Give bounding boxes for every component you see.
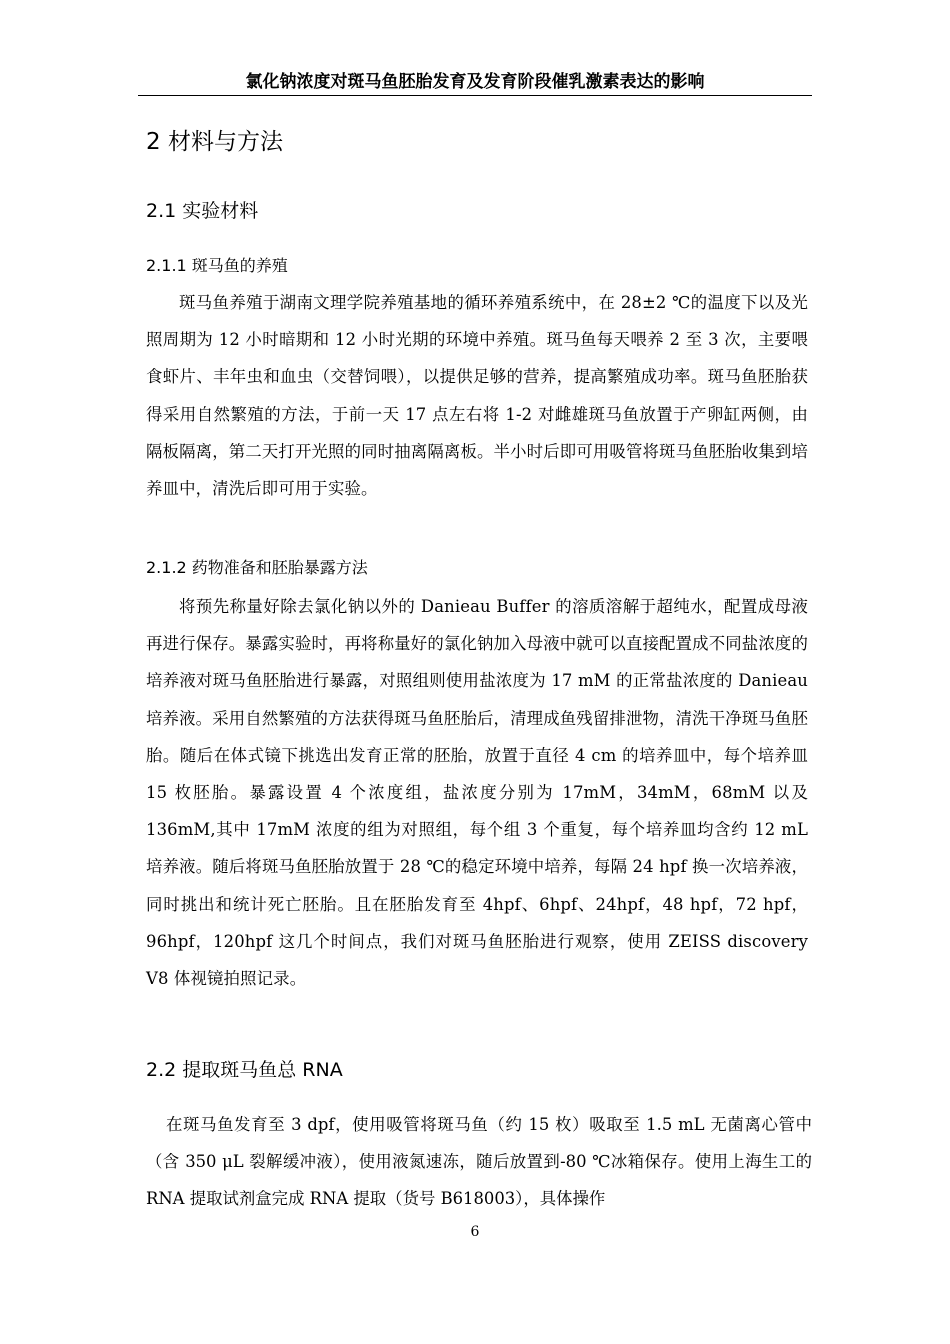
section-2-1-1-paragraph: 斑马鱼养殖于湖南文理学院养殖基地的循环养殖系统中，在 28±2 ℃的温度下以及光照周期为 12 小时暗期和 12 小时光期的环境中养殖。斑马鱼每天喂养 2 至 3 次，主要喂食虾片、丰年虫和血虫（交替饲喂），以提供足够的营养，提高繁殖成功率。斑马鱼胚胎获得采用自然繁殖的方法，于前一天 17 点左右将 1-2 对雌雄斑马鱼放置于产卵缸两侧，由隔板隔离，第二天打开光照的同时抽离隔离板。半小时后即可用吸管将斑马鱼胚胎收集到培养皿中，清洗后即可用于实验。 <box>146 293 808 499</box>
section-2-1-heading: 2.1 实验材料 <box>146 200 259 222</box>
running-header-title: 氯化钠浓度对斑马鱼胚胎发育及发育阶段催乳激素表达的影响 <box>245 72 705 92</box>
section-2-heading: 2 材料与方法 <box>146 129 283 155</box>
page-number: 6 <box>470 1224 480 1240</box>
section-2-1-2-heading: 2.1.2 药物准备和胚胎暴露方法 <box>146 558 368 577</box>
section-2-2-paragraph: 在斑马鱼发育至 3 dpf，使用吸管将斑马鱼（约 15 枚）吸取至 1.5 mL 无菌离心管中（含 350 μL 裂解缓冲液），使用液氮速冻，随后放置到-80 ℃冰箱保存。使用上海生工的 RNA 提取试剂盒完成 RNA 提取（货号 B618003），具体操作 <box>146 1115 812 1208</box>
header-rule <box>138 95 812 96</box>
section-2-1-1-heading: 2.1.1 斑马鱼的养殖 <box>146 256 288 275</box>
section-2-2-heading: 2.2 提取斑马鱼总 RNA <box>146 1059 343 1081</box>
section-2-1-2-paragraph: 将预先称量好除去氯化钠以外的 Danieau Buffer 的溶质溶解于超纯水，配置成母液再进行保存。暴露实验时，再将称量好的氯化钠加入母液中就可以直接配置成不同盐浓度的培养液对斑马鱼胚胎进行暴露，对照组则使用盐浓度为 17 mM 的正常盐浓度的 Danieau 培养液。采用自然繁殖的方法获得斑马鱼胚胎后，清理成鱼残留排泄物，清洗干净斑马鱼胚胎。随后在体式镜下挑选出发育正常的胚胎，放置于直径 4 cm 的培养皿中，每个培养皿 15 枚胚胎。暴露设置 4 个浓度组，盐浓度分别为 17mM，34mM，68mM 以及 136mM,其中 17mM 浓度的组为对照组，每个组 3 个重复，每个培养皿均含约 12 mL 培养液。随后将斑马鱼胚胎放置于 28 ℃的稳定环境中培养，每隔 24 hpf 换一次培养液，同时挑出和统计死亡胚胎。且在胚胎发育至 4hpf、6hpf、24hpf，48 hpf，72 hpf，96hpf，120hpf 这几个时间点，我们对斑马鱼胚胎进行观察，使用 ZEISS discovery V8 体视镜拍照记录。 <box>146 597 808 989</box>
